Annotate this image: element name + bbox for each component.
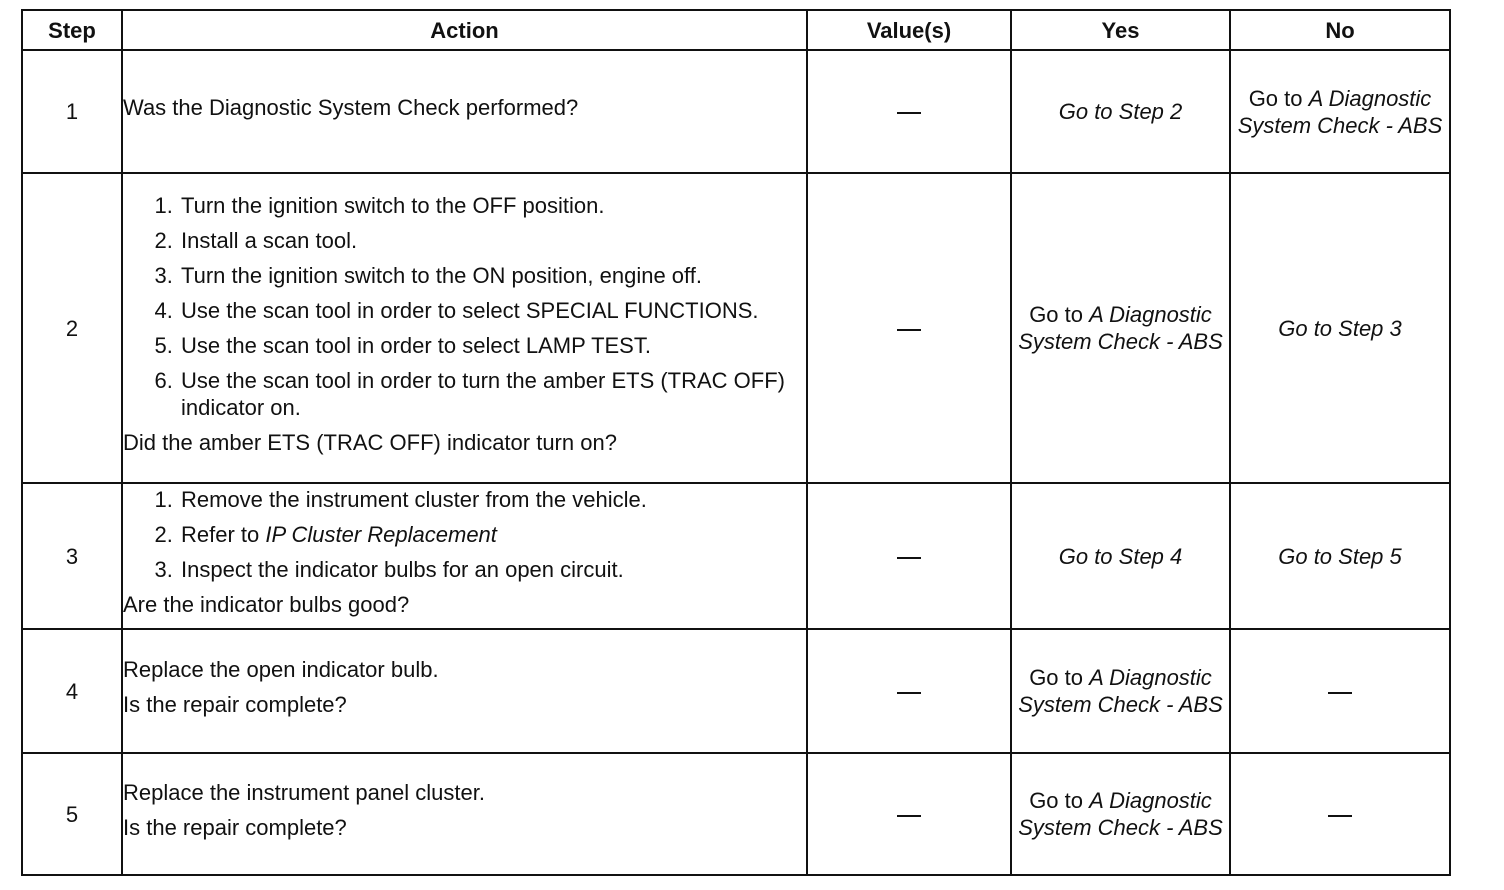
refer-link[interactable]: IP Cluster Replacement: [265, 522, 497, 547]
value-dash: [897, 557, 921, 559]
action-step-item: 2. Install a scan tool.: [179, 227, 806, 254]
step-number: 4: [22, 629, 122, 753]
yes-prefix: Go to: [1029, 665, 1083, 690]
refer-prefix: Refer to: [181, 522, 260, 547]
action-question: Is the repair complete?: [123, 692, 347, 717]
action-question: Was the Diagnostic System Check performed?: [123, 95, 579, 120]
action-cell: [122, 629, 807, 753]
header-action: Action: [122, 10, 807, 50]
action-step-item: 3. Inspect the indicator bulbs for an open circuit.: [179, 556, 806, 583]
action-step-item: 5. Use the scan tool in order to select LAMP TEST.: [179, 332, 806, 359]
no-link[interactable]: A Diagnostic System Check - ABS: [1237, 85, 1443, 138]
no-dash: [1328, 692, 1352, 694]
yes-cell: [1011, 173, 1230, 483]
yes-link[interactable]: Go to Step 4: [1058, 543, 1183, 569]
action-cell: [122, 753, 807, 875]
action-question: Are the indicator bulbs good?: [123, 592, 410, 617]
no-cell: [1230, 753, 1450, 875]
value-dash: [897, 815, 921, 817]
value-cell: [807, 483, 1011, 629]
action-question: Is the repair complete?: [123, 815, 347, 840]
step-number: 5: [22, 753, 122, 875]
yes-cell: [1011, 753, 1230, 875]
header-yes: Yes: [1011, 10, 1230, 50]
header-no: No: [1230, 10, 1450, 50]
action-step-item: 1. Remove the instrument cluster from the vehicle.: [179, 486, 806, 513]
action-step-item: 4. Use the scan tool in order to select SPECIAL FUNCTIONS.: [179, 297, 806, 324]
value-cell: [807, 50, 1011, 173]
value-dash: [897, 692, 921, 694]
yes-link[interactable]: Go to Step 2: [1058, 99, 1183, 124]
value-cell: [807, 629, 1011, 753]
yes-prefix: Go to: [1029, 788, 1083, 813]
no-cell: [1230, 629, 1450, 753]
header-values: Value(s): [807, 10, 1011, 50]
table-row: [22, 753, 1450, 875]
action-step-item: 1. Turn the ignition switch to the OFF position.: [179, 192, 806, 219]
value-dash: [897, 329, 921, 331]
yes-link[interactable]: A Diagnostic System Check - ABS: [1018, 302, 1223, 354]
table-row: [22, 50, 1450, 173]
no-prefix: Go to: [1248, 85, 1303, 111]
table-row: [22, 629, 1450, 753]
action-instruction: Replace the open indicator bulb.: [123, 657, 439, 682]
step-number: 2: [22, 173, 122, 483]
no-link[interactable]: Go to Step 3: [1278, 315, 1402, 341]
yes-link[interactable]: A Diagnostic System Check - ABS: [1018, 665, 1223, 717]
header-step: Step: [22, 10, 122, 50]
value-cell: [807, 173, 1011, 483]
step-number: 3: [22, 483, 122, 629]
action-steps: [123, 192, 806, 421]
action-question: Did the amber ETS (TRAC OFF) indicator turn on?: [123, 430, 617, 455]
action-step-item: [179, 521, 806, 548]
header-row: [22, 10, 1450, 50]
action-cell: [122, 483, 807, 629]
value-dash: [897, 112, 921, 114]
no-cell: [1230, 483, 1450, 629]
action-cell: [122, 173, 807, 483]
step-number: 1: [22, 50, 122, 173]
table-row: [22, 483, 1450, 629]
no-link[interactable]: Go to Step 5: [1278, 543, 1402, 569]
no-cell: [1230, 50, 1450, 173]
yes-cell: [1011, 483, 1230, 629]
yes-link[interactable]: A Diagnostic System Check - ABS: [1018, 788, 1223, 840]
action-steps: [123, 486, 806, 583]
action-step-item: 6. Use the scan tool in order to turn the amber ETS (TRAC OFF) indicator on.: [179, 367, 806, 421]
yes-prefix: Go to: [1029, 302, 1083, 327]
action-step-item: 3. Turn the ignition switch to the ON position, engine off.: [179, 262, 806, 289]
no-cell: [1230, 173, 1450, 483]
diagnostic-table: [21, 9, 1451, 876]
action-cell: [122, 50, 807, 173]
table-row: [22, 173, 1450, 483]
value-cell: [807, 753, 1011, 875]
yes-cell: [1011, 50, 1230, 173]
no-dash: [1328, 815, 1352, 817]
action-instruction: Replace the instrument panel cluster.: [123, 780, 485, 805]
yes-cell: [1011, 629, 1230, 753]
